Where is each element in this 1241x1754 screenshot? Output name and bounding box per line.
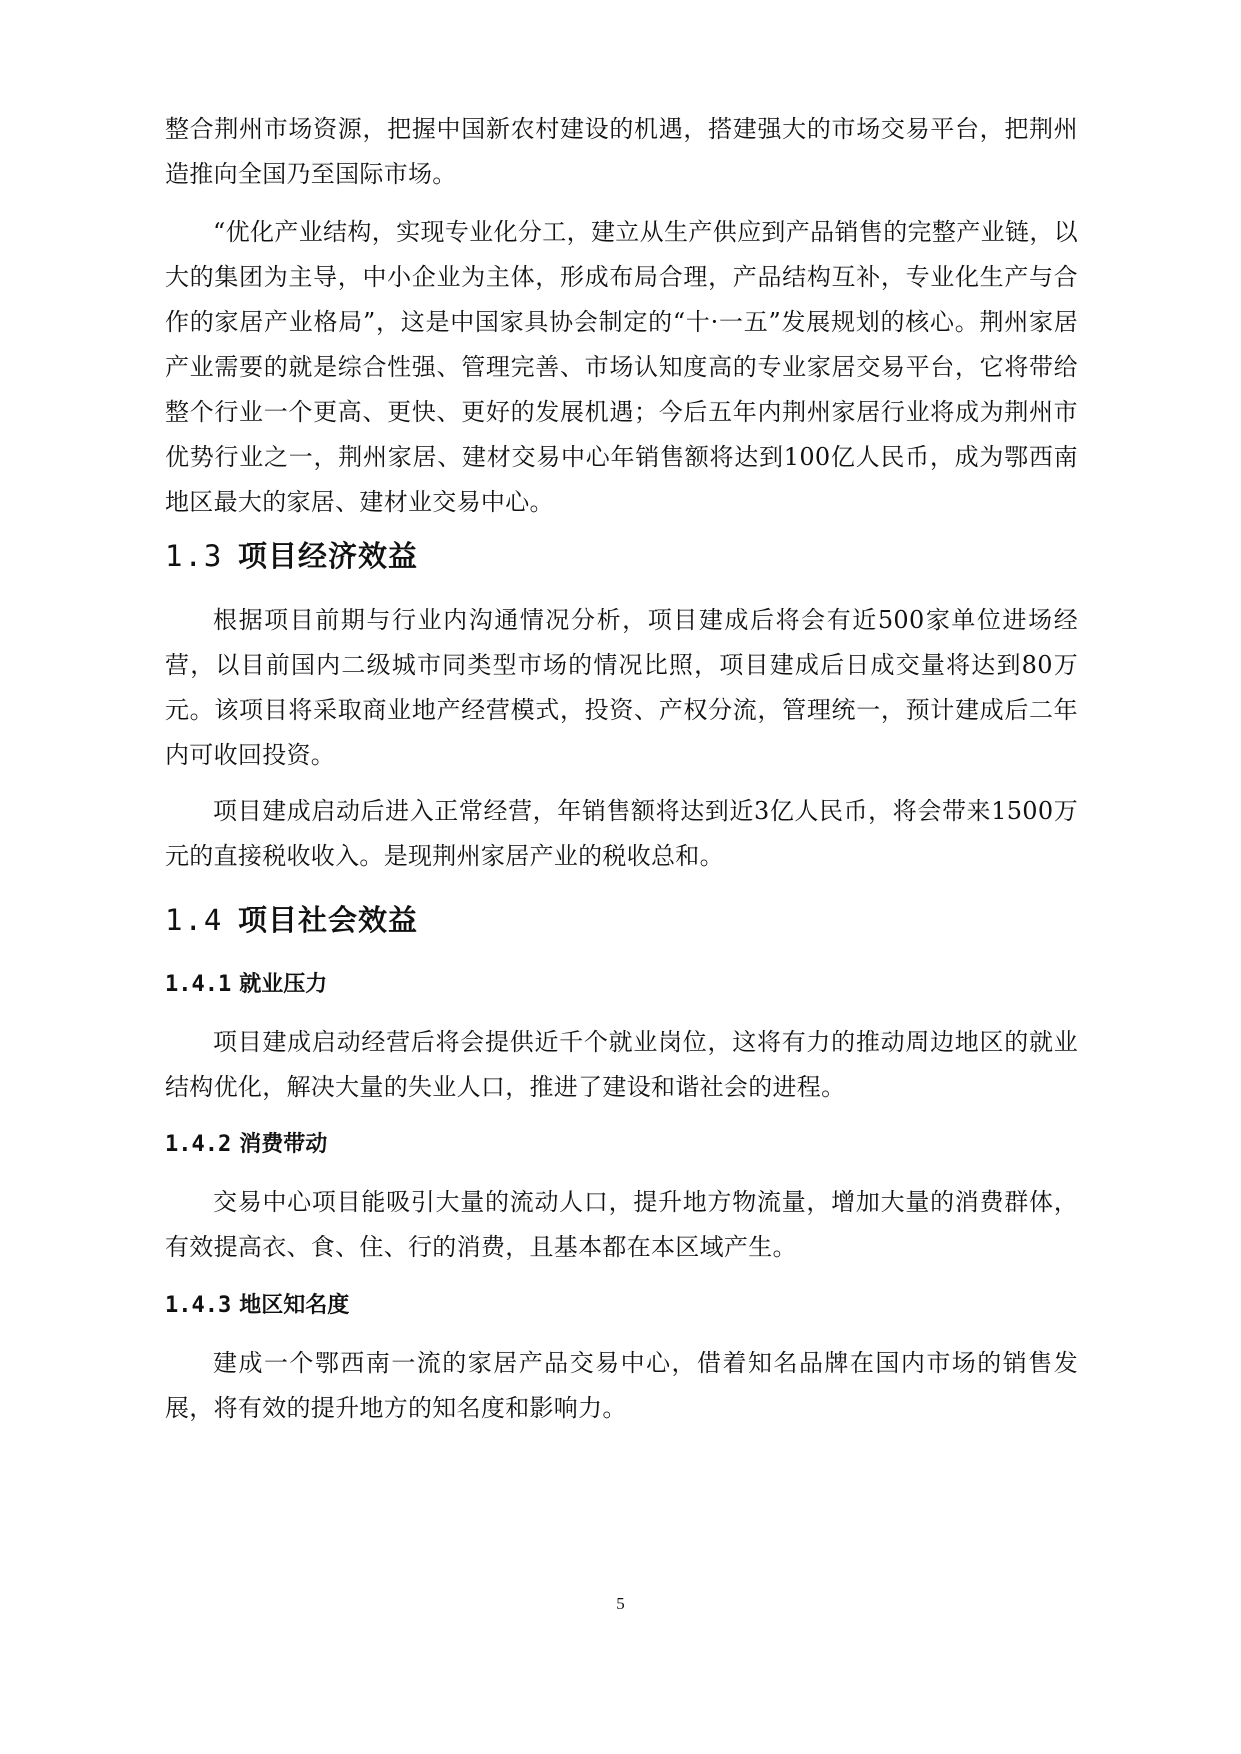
paragraph-text: 交易中心项目能吸引大量的流动人口，提升地方物流量，增加大量的消费群体，有效提高衣、食、住、行的消费，且基本都在本区域产生。 <box>165 1188 1078 1261</box>
paragraph-industry <box>165 210 1078 525</box>
subsection-number: 1.4.3 <box>165 1293 232 1318</box>
paragraph-economic-2 <box>165 789 1078 879</box>
subsection-title: 消费带动 <box>239 1132 328 1157</box>
paragraph-reputation <box>165 1341 1078 1431</box>
paragraph-employment <box>165 1020 1078 1110</box>
section-number: 1.4 <box>165 903 224 937</box>
heading-section-1-4 <box>165 900 1078 940</box>
heading-subsection-1-4-1 <box>165 968 1078 1002</box>
subsection-title: 就业压力 <box>239 972 328 997</box>
paragraph-intro <box>165 107 1078 197</box>
subsection-number: 1.4.2 <box>165 1132 232 1157</box>
section-number: 1.3 <box>165 539 224 573</box>
subsection-number: 1.4.1 <box>165 972 232 997</box>
paragraph-text: 建成一个鄂西南一流的家居产品交易中心，借着知名品牌在国内市场的销售发展，将有效的提升地方的知名度和影响力。 <box>165 1349 1078 1422</box>
paragraph-economic-1 <box>165 598 1078 778</box>
page-number: 5 <box>616 1594 625 1613</box>
paragraph-text: “优化产业结构，实现专业化分工，建立从生产供应到产品销售的完整产业链，以大的集团为主导，中小企业为主体，形成布局合理，产品结构互补，专业化生产与合作的家居产业格局”，这是中国家具协会制定的“十·一五”发展规划的核心。荆州家居产业需要的就是综合性强、管理完善、市场认知度高的专业家居交易平台，它将带给整个行业一个更高、更快、更好的发展机遇；今后五年内荆州家居行业将成为荆州市优势行业之一，荆州家居、建材交易中心年销售额将达到100亿人民币，成为鄂西南地区最大的家居、建材业交易中心。 <box>165 218 1078 516</box>
section-title: 项目社会效益 <box>238 903 419 937</box>
heading-subsection-1-4-2 <box>165 1128 1078 1162</box>
paragraph-text: 项目建成启动后进入正常经营，年销售额将达到近3亿人民币，将会带来1500万元的直接税收收入。是现荆州家居产业的税收总和。 <box>165 797 1078 870</box>
paragraph-text: 整合荆州市场资源，把握中国新农村建设的机遇，搭建强大的市场交易平台，把荆州造推向全国乃至国际市场。 <box>165 115 1078 188</box>
paragraph-text: 项目建成启动经营后将会提供近千个就业岗位，这将有力的推动周边地区的就业结构优化，解决大量的失业人口，推进了建设和谐社会的进程。 <box>165 1028 1078 1101</box>
paragraph-text: 根据项目前期与行业内沟通情况分析，项目建成后将会有近500家单位进场经营，以目前国内二级城市同类型市场的情况比照，项目建成后日成交量将达到80万元。该项目将采取商业地产经营模式，投资、产权分流，管理统一，预计建成后二年内可收回投资。 <box>165 606 1078 769</box>
paragraph-consumption <box>165 1180 1078 1270</box>
section-title: 项目经济效益 <box>238 539 419 573</box>
heading-subsection-1-4-3 <box>165 1289 1078 1323</box>
heading-section-1-3 <box>165 536 1078 576</box>
subsection-title: 地区知名度 <box>239 1293 350 1318</box>
